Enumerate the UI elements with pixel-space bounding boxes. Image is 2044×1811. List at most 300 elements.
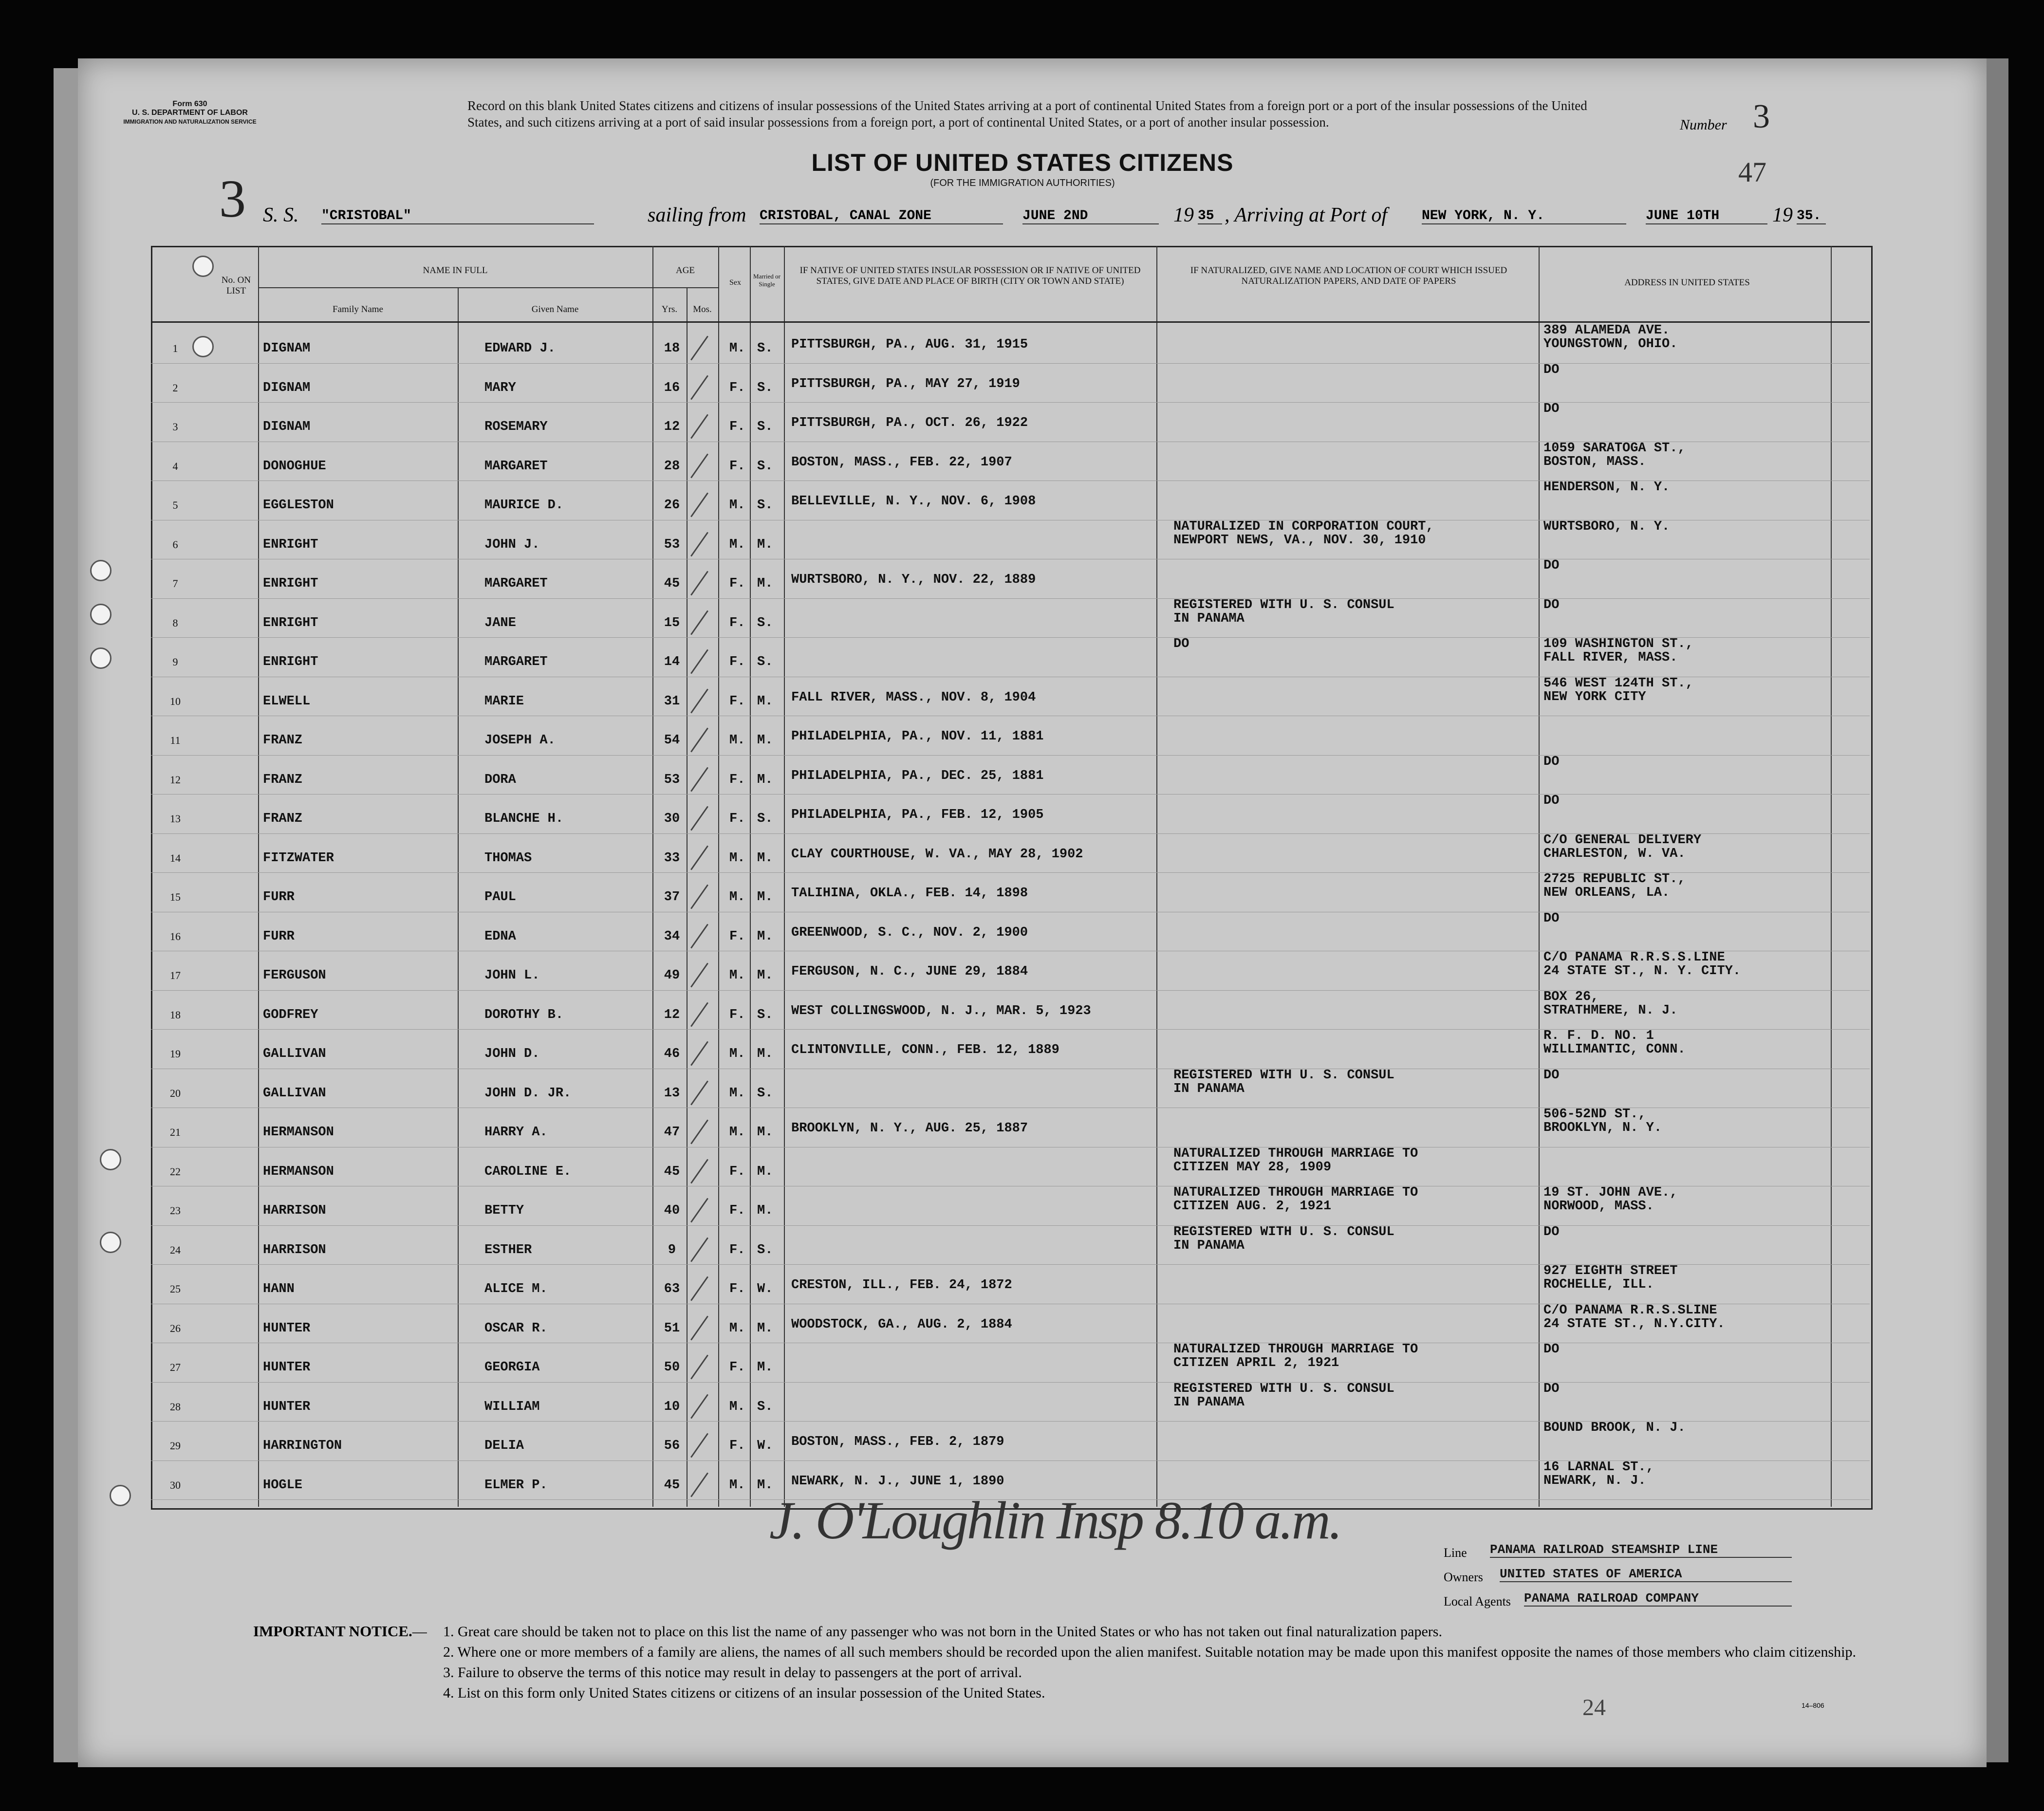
check-mark-icon bbox=[690, 688, 708, 713]
address-cell: DO bbox=[1543, 402, 1560, 416]
naturalization-cell: REGISTERED WITH U. S. CONSUL IN PANAMA bbox=[1173, 597, 1394, 626]
check-mark-icon bbox=[690, 1120, 708, 1145]
age-cell: 50 bbox=[664, 1360, 680, 1375]
naturalization-cell: NATURALIZED THROUGH MARRIAGE TO CITIZEN AUG. 2, 1921 bbox=[1173, 1185, 1418, 1214]
address-cell: DO bbox=[1543, 754, 1560, 769]
owners-value: UNITED STATES OF AMERICA bbox=[1500, 1567, 1792, 1582]
row-number: 10 bbox=[170, 695, 181, 707]
age-cell: 28 bbox=[664, 459, 680, 474]
address-cell: DO bbox=[1543, 1381, 1560, 1396]
binder-hole-icon bbox=[90, 647, 111, 669]
binder-hole-icon bbox=[90, 560, 111, 581]
important-notice: IMPORTANT NOTICE.— 1. Great care should be taken not to place on this list the name of any passenger who was not born in the United States or who has not taken out final naturalization papers. 2. Where one or more members of a family are aliens, the names of all such members should be recorded upon the alien manifest. Suitable notation may be made upon this manifest opposite the names of those members who claim citizenship. 3. Failure to observe the terms of this notice may result in delay to passengers at the port of arrival. 4. List on this form only United States citizens or citizens of an insular possession of the United States. bbox=[253, 1621, 1884, 1703]
table-row bbox=[151, 480, 1870, 519]
marital-status-cell: W. bbox=[757, 1282, 773, 1296]
naturalization-cell: NATURALIZED THROUGH MARRIAGE TO CITIZEN MAY 28, 1909 bbox=[1173, 1146, 1418, 1175]
header-divider bbox=[258, 287, 718, 288]
marital-status-cell: M. bbox=[757, 929, 773, 944]
table-row bbox=[151, 794, 1870, 833]
marital-status-cell: S. bbox=[757, 498, 773, 513]
marital-status-cell: S. bbox=[757, 1399, 773, 1414]
given-name-cell: JANE bbox=[484, 615, 516, 630]
age-cell: 56 bbox=[664, 1439, 680, 1453]
family-name-cell: GALLIVAN bbox=[263, 1086, 326, 1101]
row-number: 9 bbox=[172, 656, 178, 668]
sex-cell: M. bbox=[729, 1086, 745, 1101]
family-name-cell: ENRIGHT bbox=[263, 655, 318, 669]
record-instructions: Record on this blank United States citizens and citizens of insular possessions of the United States arriving at a port of continental United States from a foreign port or a port of the insular possessions of the United States, and such citizens arriving at a port of said insular possessions from a foreign port, a port of continental United States, or a port of another insular possession. bbox=[467, 98, 1587, 129]
department-label: U. S. DEPARTMENT OF LABOR bbox=[132, 109, 248, 117]
birth-cell: CLINTONVILLE, CONN., FEB. 12, 1889 bbox=[791, 1043, 1059, 1057]
check-mark-icon bbox=[690, 1315, 708, 1340]
col-place-of-birth: IF NATIVE OF UNITED STATES INSULAR POSSESSION OR IF NATIVE OF UNITED STATES, GIVE DATE AND PLACE OF BIRTH (CITY OR TOWN AND STATE) bbox=[799, 265, 1141, 286]
given-name-cell: BETTY bbox=[484, 1203, 524, 1218]
row-number: 6 bbox=[172, 538, 178, 551]
check-mark-icon bbox=[690, 1472, 708, 1497]
page-number: 24 bbox=[1582, 1695, 1606, 1720]
age-cell: 15 bbox=[664, 615, 680, 630]
marital-status-cell: M. bbox=[757, 537, 773, 552]
address-cell: DO bbox=[1543, 794, 1560, 808]
marital-status-cell: S. bbox=[757, 459, 773, 474]
marital-status-cell: S. bbox=[757, 1086, 773, 1101]
family-name-cell: FURR bbox=[263, 929, 295, 944]
address-cell: DO bbox=[1543, 911, 1560, 926]
sex-cell: M. bbox=[729, 890, 745, 905]
marital-status-cell: M. bbox=[757, 1164, 773, 1179]
marital-status-cell: M. bbox=[757, 1047, 773, 1061]
row-number: 28 bbox=[170, 1400, 181, 1413]
departure-port: CRISTOBAL, CANAL ZONE bbox=[760, 208, 1003, 224]
sex-cell: F. bbox=[729, 1360, 745, 1375]
row-number: 16 bbox=[170, 930, 181, 942]
notice-title: IMPORTANT NOTICE. bbox=[253, 1623, 412, 1640]
marital-status-cell: S. bbox=[757, 615, 773, 630]
check-mark-icon bbox=[690, 1355, 708, 1380]
sex-cell: M. bbox=[729, 1125, 745, 1140]
check-mark-icon bbox=[690, 532, 708, 556]
row-number: 13 bbox=[170, 813, 181, 825]
marital-status-cell: M. bbox=[757, 1321, 773, 1336]
age-cell: 54 bbox=[664, 733, 680, 748]
table-row bbox=[151, 1108, 1870, 1146]
table-row bbox=[151, 716, 1870, 755]
age-cell: 13 bbox=[664, 1086, 680, 1101]
check-mark-icon bbox=[690, 1237, 708, 1262]
naturalization-cell: NATURALIZED THROUGH MARRIAGE TO CITIZEN APRIL 2, 1921 bbox=[1173, 1342, 1418, 1370]
check-mark-icon bbox=[690, 885, 708, 909]
table-row bbox=[151, 951, 1870, 990]
notice-item: 2. Where one or more members of a family are aliens, the names of all such members should be recorded upon the alien manifest. Suitable notation may be made upon this manifest opposite the names of those members who claim citizenship. bbox=[443, 1644, 1856, 1660]
col-family-name: Family Name bbox=[333, 304, 383, 314]
table-row bbox=[151, 363, 1870, 402]
table-row bbox=[151, 637, 1870, 676]
birth-cell: GREENWOOD, S. C., NOV. 2, 1900 bbox=[791, 925, 1028, 940]
address-cell: DO bbox=[1543, 1224, 1560, 1239]
family-name-cell: ENRIGHT bbox=[263, 615, 318, 630]
sex-cell: F. bbox=[729, 1164, 745, 1179]
check-mark-icon bbox=[690, 336, 708, 361]
sex-cell: M. bbox=[729, 341, 745, 356]
given-name-cell: CAROLINE E. bbox=[484, 1164, 572, 1179]
family-name-cell: HANN bbox=[263, 1282, 295, 1296]
age-cell: 16 bbox=[664, 380, 680, 395]
address-cell: 19 ST. JOHN AVE., NORWOOD, MASS. bbox=[1543, 1185, 1678, 1214]
check-mark-icon bbox=[690, 728, 708, 753]
table-row bbox=[151, 1147, 1870, 1186]
check-mark-icon bbox=[690, 1080, 708, 1105]
row-number: 22 bbox=[170, 1165, 181, 1178]
arriving-label: , Arriving at Port of bbox=[1225, 204, 1388, 226]
given-name-cell: MAURICE D. bbox=[484, 498, 564, 513]
row-number: 15 bbox=[170, 891, 181, 903]
departure-year: 35 bbox=[1198, 208, 1222, 224]
address-cell: C/O GENERAL DELIVERY CHARLESTON, W. VA. bbox=[1543, 832, 1702, 861]
sex-cell: F. bbox=[729, 694, 745, 709]
naturalization-cell: NATURALIZED IN CORPORATION COURT, NEWPORT NEWS, VA., NOV. 30, 1910 bbox=[1173, 519, 1434, 548]
family-name-cell: GALLIVAN bbox=[263, 1047, 326, 1061]
sex-cell: F. bbox=[729, 1203, 745, 1218]
given-name-cell: MARY bbox=[484, 380, 516, 395]
arrival-port: NEW YORK, N. Y. bbox=[1422, 208, 1626, 224]
age-cell: 46 bbox=[664, 1047, 680, 1061]
given-name-cell: EDWARD J. bbox=[484, 341, 556, 356]
family-name-cell: HUNTER bbox=[263, 1399, 311, 1414]
handwritten-mark: 3 bbox=[219, 169, 246, 228]
marital-status-cell: W. bbox=[757, 1439, 773, 1453]
address-cell: 389 ALAMEDA AVE. YOUNGSTOWN, OHIO. bbox=[1543, 323, 1678, 351]
check-mark-icon bbox=[690, 1198, 708, 1223]
row-number: 29 bbox=[170, 1440, 181, 1452]
row-number: 26 bbox=[170, 1322, 181, 1334]
check-mark-icon bbox=[690, 767, 708, 792]
arrival-year: 35. bbox=[1797, 208, 1826, 224]
notice-item: 3. Failure to observe the terms of this notice may result in delay to passengers at the port of arrival. bbox=[443, 1664, 1022, 1681]
voyage-line bbox=[263, 203, 1821, 233]
family-name-cell: DIGNAM bbox=[263, 380, 311, 395]
check-mark-icon bbox=[690, 963, 708, 988]
check-mark-icon bbox=[690, 649, 708, 674]
given-name-cell: JOHN D. bbox=[484, 1047, 540, 1061]
family-name-cell: HERMANSON bbox=[263, 1164, 334, 1179]
given-name-cell: ALICE M. bbox=[484, 1282, 548, 1296]
address-cell: C/O PANAMA R.R.S.SLINE 24 STATE ST., N.Y.CITY. bbox=[1543, 1303, 1725, 1331]
row-number: 7 bbox=[172, 577, 178, 590]
col-married-single: Married or Single bbox=[753, 273, 780, 288]
marital-status-cell: M. bbox=[757, 1360, 773, 1375]
row-number: 23 bbox=[170, 1204, 181, 1217]
address-cell: DO bbox=[1543, 1068, 1560, 1083]
naturalization-cell: DO bbox=[1173, 637, 1189, 651]
age-cell: 45 bbox=[664, 576, 680, 591]
sex-cell: F. bbox=[729, 615, 745, 630]
age-cell: 53 bbox=[664, 772, 680, 787]
given-name-cell: JOHN L. bbox=[484, 968, 540, 983]
birth-cell: BELLEVILLE, N. Y., NOV. 6, 1908 bbox=[791, 494, 1036, 509]
check-mark-icon bbox=[690, 924, 708, 948]
naturalization-cell: REGISTERED WITH U. S. CONSUL IN PANAMA bbox=[1173, 1381, 1394, 1410]
number-label: Number bbox=[1680, 117, 1727, 133]
given-name-cell: ESTHER bbox=[484, 1242, 532, 1257]
col-address: ADDRESS IN UNITED STATES bbox=[1624, 277, 1750, 288]
row-number: 3 bbox=[172, 421, 178, 433]
family-name-cell: HARRISON bbox=[263, 1242, 326, 1257]
address-cell: DO bbox=[1543, 597, 1560, 612]
form-identifier bbox=[107, 100, 273, 126]
sex-cell: M. bbox=[729, 968, 745, 983]
sex-cell: F. bbox=[729, 929, 745, 944]
binder-hole-icon bbox=[90, 604, 111, 625]
age-cell: 30 bbox=[664, 812, 680, 826]
given-name-cell: ROSEMARY bbox=[484, 420, 548, 434]
given-name-cell: MARGARET bbox=[484, 655, 548, 669]
sex-cell: F. bbox=[729, 459, 745, 474]
given-name-cell: DOROTHY B. bbox=[484, 1007, 564, 1022]
departure-date: JUNE 2ND bbox=[1022, 208, 1159, 224]
family-name-cell: FURR bbox=[263, 890, 295, 905]
age-cell: 40 bbox=[664, 1203, 680, 1218]
given-name-cell: DELIA bbox=[484, 1439, 524, 1453]
birth-cell: PHILADELPHIA, PA., DEC. 25, 1881 bbox=[791, 768, 1044, 783]
marital-status-cell: M. bbox=[757, 1203, 773, 1218]
col-name-in-full: NAME IN FULL bbox=[423, 265, 488, 276]
line-label: Line bbox=[1444, 1546, 1467, 1560]
age-cell: 12 bbox=[664, 420, 680, 434]
check-mark-icon bbox=[690, 414, 708, 439]
table-row bbox=[151, 990, 1870, 1029]
family-name-cell: ENRIGHT bbox=[263, 537, 318, 552]
ship-name: "CRISTOBAL" bbox=[321, 208, 594, 224]
binder-hole-icon bbox=[100, 1149, 121, 1170]
check-mark-icon bbox=[690, 1041, 708, 1066]
age-cell: 31 bbox=[664, 694, 680, 709]
table-row bbox=[151, 1343, 1870, 1382]
address-cell: 546 WEST 124TH ST., NEW YORK CITY bbox=[1543, 676, 1693, 704]
family-name-cell: ELWELL bbox=[263, 694, 311, 709]
notice-item: 1. Great care should be taken not to place on this list the name of any passenger who was not born in the United States or who has not taken out final naturalization papers. bbox=[443, 1624, 1442, 1640]
given-name-cell: ELMER P. bbox=[484, 1478, 548, 1493]
sex-cell: F. bbox=[729, 772, 745, 787]
row-number: 27 bbox=[170, 1361, 181, 1373]
ss-label: S. S. bbox=[263, 204, 299, 226]
check-mark-icon bbox=[690, 1433, 708, 1458]
birth-cell: WURTSBORO, N. Y., NOV. 22, 1889 bbox=[791, 573, 1036, 587]
check-mark-icon bbox=[690, 453, 708, 478]
sex-cell: M. bbox=[729, 1047, 745, 1061]
sex-cell: F. bbox=[729, 1242, 745, 1257]
age-cell: 18 bbox=[664, 341, 680, 356]
given-name-cell: JOSEPH A. bbox=[484, 733, 556, 748]
birth-cell: BROOKLYN, N. Y., AUG. 25, 1887 bbox=[791, 1121, 1028, 1136]
table-row bbox=[151, 402, 1870, 441]
row-number: 17 bbox=[170, 969, 181, 981]
address-cell: R. F. D. NO. 1 WILLIMANTIC, CONN. bbox=[1543, 1029, 1686, 1057]
given-name-cell: OSCAR R. bbox=[484, 1321, 548, 1336]
family-name-cell: DONOGHUE bbox=[263, 459, 326, 474]
family-name-cell: FITZWATER bbox=[263, 850, 334, 866]
given-name-cell: BLANCHE H. bbox=[484, 812, 564, 826]
address-cell: DO bbox=[1543, 362, 1560, 377]
birth-cell: PITTSBURGH, PA., OCT. 26, 1922 bbox=[791, 416, 1028, 430]
given-name-cell: WILLIAM bbox=[484, 1399, 540, 1414]
table-row bbox=[151, 872, 1870, 911]
sailing-label: sailing from bbox=[648, 204, 746, 226]
sex-cell: F. bbox=[729, 812, 745, 826]
given-name-cell: THOMAS bbox=[484, 850, 532, 866]
marital-status-cell: M. bbox=[757, 1125, 773, 1140]
marital-status-cell: M. bbox=[757, 576, 773, 591]
check-mark-icon bbox=[690, 845, 708, 870]
table-row bbox=[151, 1186, 1870, 1225]
given-name-cell: GEORGIA bbox=[484, 1360, 540, 1375]
age-cell: 26 bbox=[664, 498, 680, 513]
check-mark-icon bbox=[690, 1002, 708, 1027]
sex-cell: M. bbox=[729, 850, 745, 866]
sex-cell: M. bbox=[729, 498, 745, 513]
marital-status-cell: S. bbox=[757, 1007, 773, 1022]
birth-cell: FALL RIVER, MASS., NOV. 8, 1904 bbox=[791, 690, 1036, 705]
birth-cell: BOSTON, MASS., FEB. 22, 1907 bbox=[791, 455, 1012, 470]
given-name-cell: MARIE bbox=[484, 694, 524, 709]
row-number: 1 bbox=[172, 342, 178, 354]
family-name-cell: FERGUSON bbox=[263, 968, 326, 983]
arrival-date: JUNE 10TH bbox=[1646, 208, 1767, 224]
age-cell: 37 bbox=[664, 890, 680, 905]
age-cell: 45 bbox=[664, 1164, 680, 1179]
arrival-year-prefix: 19 bbox=[1772, 204, 1793, 226]
marital-status-cell: S. bbox=[757, 655, 773, 669]
given-name-cell: MARGARET bbox=[484, 459, 548, 474]
marital-status-cell: M. bbox=[757, 694, 773, 709]
family-name-cell: HERMANSON bbox=[263, 1125, 334, 1140]
check-mark-icon bbox=[690, 1276, 708, 1301]
check-mark-icon bbox=[690, 571, 708, 596]
marital-status-cell: S. bbox=[757, 420, 773, 434]
check-mark-icon bbox=[690, 1159, 708, 1183]
age-cell: 34 bbox=[664, 929, 680, 944]
row-number: 30 bbox=[170, 1478, 181, 1491]
table-row bbox=[151, 1225, 1870, 1264]
page-title: LIST OF UNITED STATES CITIZENS bbox=[811, 149, 1234, 176]
agents-value: PANAMA RAILROAD COMPANY bbox=[1524, 1591, 1792, 1607]
naturalization-cell: REGISTERED WITH U. S. CONSUL IN PANAMA bbox=[1173, 1068, 1394, 1096]
col-sex: Sex bbox=[729, 278, 741, 287]
col-months: Mos. bbox=[693, 304, 712, 314]
age-cell: 53 bbox=[664, 537, 680, 552]
line-value: PANAMA RAILROAD STEAMSHIP LINE bbox=[1490, 1542, 1792, 1558]
given-name-cell: EDNA bbox=[484, 929, 516, 944]
age-cell: 63 bbox=[664, 1282, 680, 1296]
table-row bbox=[151, 324, 1870, 363]
table-row bbox=[151, 755, 1870, 794]
address-cell: 2725 REPUBLIC ST., NEW ORLEANS, LA. bbox=[1543, 872, 1686, 900]
birth-cell: CRESTON, ILL., FEB. 24, 1872 bbox=[791, 1278, 1012, 1293]
table-row bbox=[151, 1264, 1870, 1303]
address-cell: BOUND BROOK, N. J. bbox=[1543, 1421, 1686, 1435]
table-row bbox=[151, 1421, 1870, 1460]
family-name-cell: DIGNAM bbox=[263, 420, 311, 434]
list-number: 3 bbox=[1753, 98, 1770, 135]
birth-cell: PITTSBURGH, PA., AUG. 31, 1915 bbox=[791, 337, 1028, 352]
check-mark-icon bbox=[690, 610, 708, 635]
sex-cell: M. bbox=[729, 733, 745, 748]
given-name-cell: JOHN J. bbox=[484, 537, 540, 552]
age-cell: 45 bbox=[664, 1478, 680, 1493]
row-number: 20 bbox=[170, 1087, 181, 1099]
given-name-cell: JOHN D. JR. bbox=[484, 1086, 572, 1101]
inspector-signature: J. O'Loughlin Insp 8.10 a.m. bbox=[769, 1491, 1341, 1550]
row-number: 21 bbox=[170, 1126, 181, 1138]
header-bottom-rule bbox=[151, 321, 1870, 323]
departure-year-prefix: 19 bbox=[1173, 204, 1194, 226]
address-cell: DO bbox=[1543, 558, 1560, 573]
given-name-cell: PAUL bbox=[484, 890, 516, 905]
age-cell: 10 bbox=[664, 1399, 680, 1414]
table-row bbox=[151, 442, 1870, 480]
form-code: 14–806 bbox=[1802, 1701, 1824, 1709]
age-cell: 51 bbox=[664, 1321, 680, 1336]
family-name-cell: ENRIGHT bbox=[263, 576, 318, 591]
binder-hole-icon bbox=[100, 1232, 121, 1253]
check-mark-icon bbox=[690, 1394, 708, 1419]
address-cell: WURTSBORO, N. Y. bbox=[1543, 519, 1670, 534]
marital-status-cell: M. bbox=[757, 733, 773, 748]
address-cell: 109 WASHINGTON ST., FALL RIVER, MASS. bbox=[1543, 637, 1693, 665]
row-number: 2 bbox=[172, 381, 178, 394]
birth-cell: PHILADELPHIA, PA., FEB. 12, 1905 bbox=[791, 808, 1044, 822]
row-number: 18 bbox=[170, 1008, 181, 1021]
family-name-cell: FRANZ bbox=[263, 812, 303, 826]
address-cell: DO bbox=[1543, 1342, 1560, 1357]
birth-cell: WEST COLLINGSWOOD, N. J., MAR. 5, 1923 bbox=[791, 1003, 1091, 1018]
sex-cell: F. bbox=[729, 1007, 745, 1022]
marital-status-cell: M. bbox=[757, 890, 773, 905]
table-row bbox=[151, 520, 1870, 559]
col-age: AGE bbox=[675, 265, 695, 276]
table-row bbox=[151, 1029, 1870, 1068]
page-mark: 47 bbox=[1738, 156, 1766, 188]
address-cell: BOX 26, STRATHMERE, N. J. bbox=[1543, 989, 1678, 1018]
sex-cell: M. bbox=[729, 1399, 745, 1414]
age-cell: 14 bbox=[664, 655, 680, 669]
marital-status-cell: M. bbox=[757, 850, 773, 866]
sex-cell: M. bbox=[729, 537, 745, 552]
row-number: 5 bbox=[172, 499, 178, 511]
sex-cell: F. bbox=[729, 420, 745, 434]
age-cell: 47 bbox=[664, 1125, 680, 1140]
row-number: 14 bbox=[170, 851, 181, 864]
row-number: 12 bbox=[170, 773, 181, 786]
age-cell: 12 bbox=[664, 1007, 680, 1022]
col-no-on-list: No. ON LIST bbox=[221, 275, 251, 296]
address-cell: 506-52ND ST., BROOKLYN, N. Y. bbox=[1543, 1107, 1662, 1135]
age-cell: 9 bbox=[668, 1242, 676, 1257]
given-name-cell: HARRY A. bbox=[484, 1125, 548, 1140]
service-label: IMMIGRATION AND NATURALIZATION SERVICE bbox=[123, 118, 257, 125]
row-number: 11 bbox=[170, 734, 181, 746]
given-name-cell: DORA bbox=[484, 772, 516, 787]
table-row bbox=[151, 1069, 1870, 1108]
family-name-cell: FRANZ bbox=[263, 733, 303, 748]
address-cell: HENDERSON, N. Y. bbox=[1543, 480, 1670, 495]
notice-item: 4. List on this form only United States citizens or citizens of an insular possession of the United States. bbox=[443, 1685, 1045, 1701]
birth-cell: TALIHINA, OKLA., FEB. 14, 1898 bbox=[791, 886, 1028, 901]
family-name-cell: GODFREY bbox=[263, 1007, 318, 1022]
owners-label: Owners bbox=[1444, 1570, 1483, 1584]
age-cell: 33 bbox=[664, 850, 680, 866]
birth-cell: PITTSBURGH, PA., MAY 27, 1919 bbox=[791, 376, 1020, 391]
table-row bbox=[151, 677, 1870, 716]
